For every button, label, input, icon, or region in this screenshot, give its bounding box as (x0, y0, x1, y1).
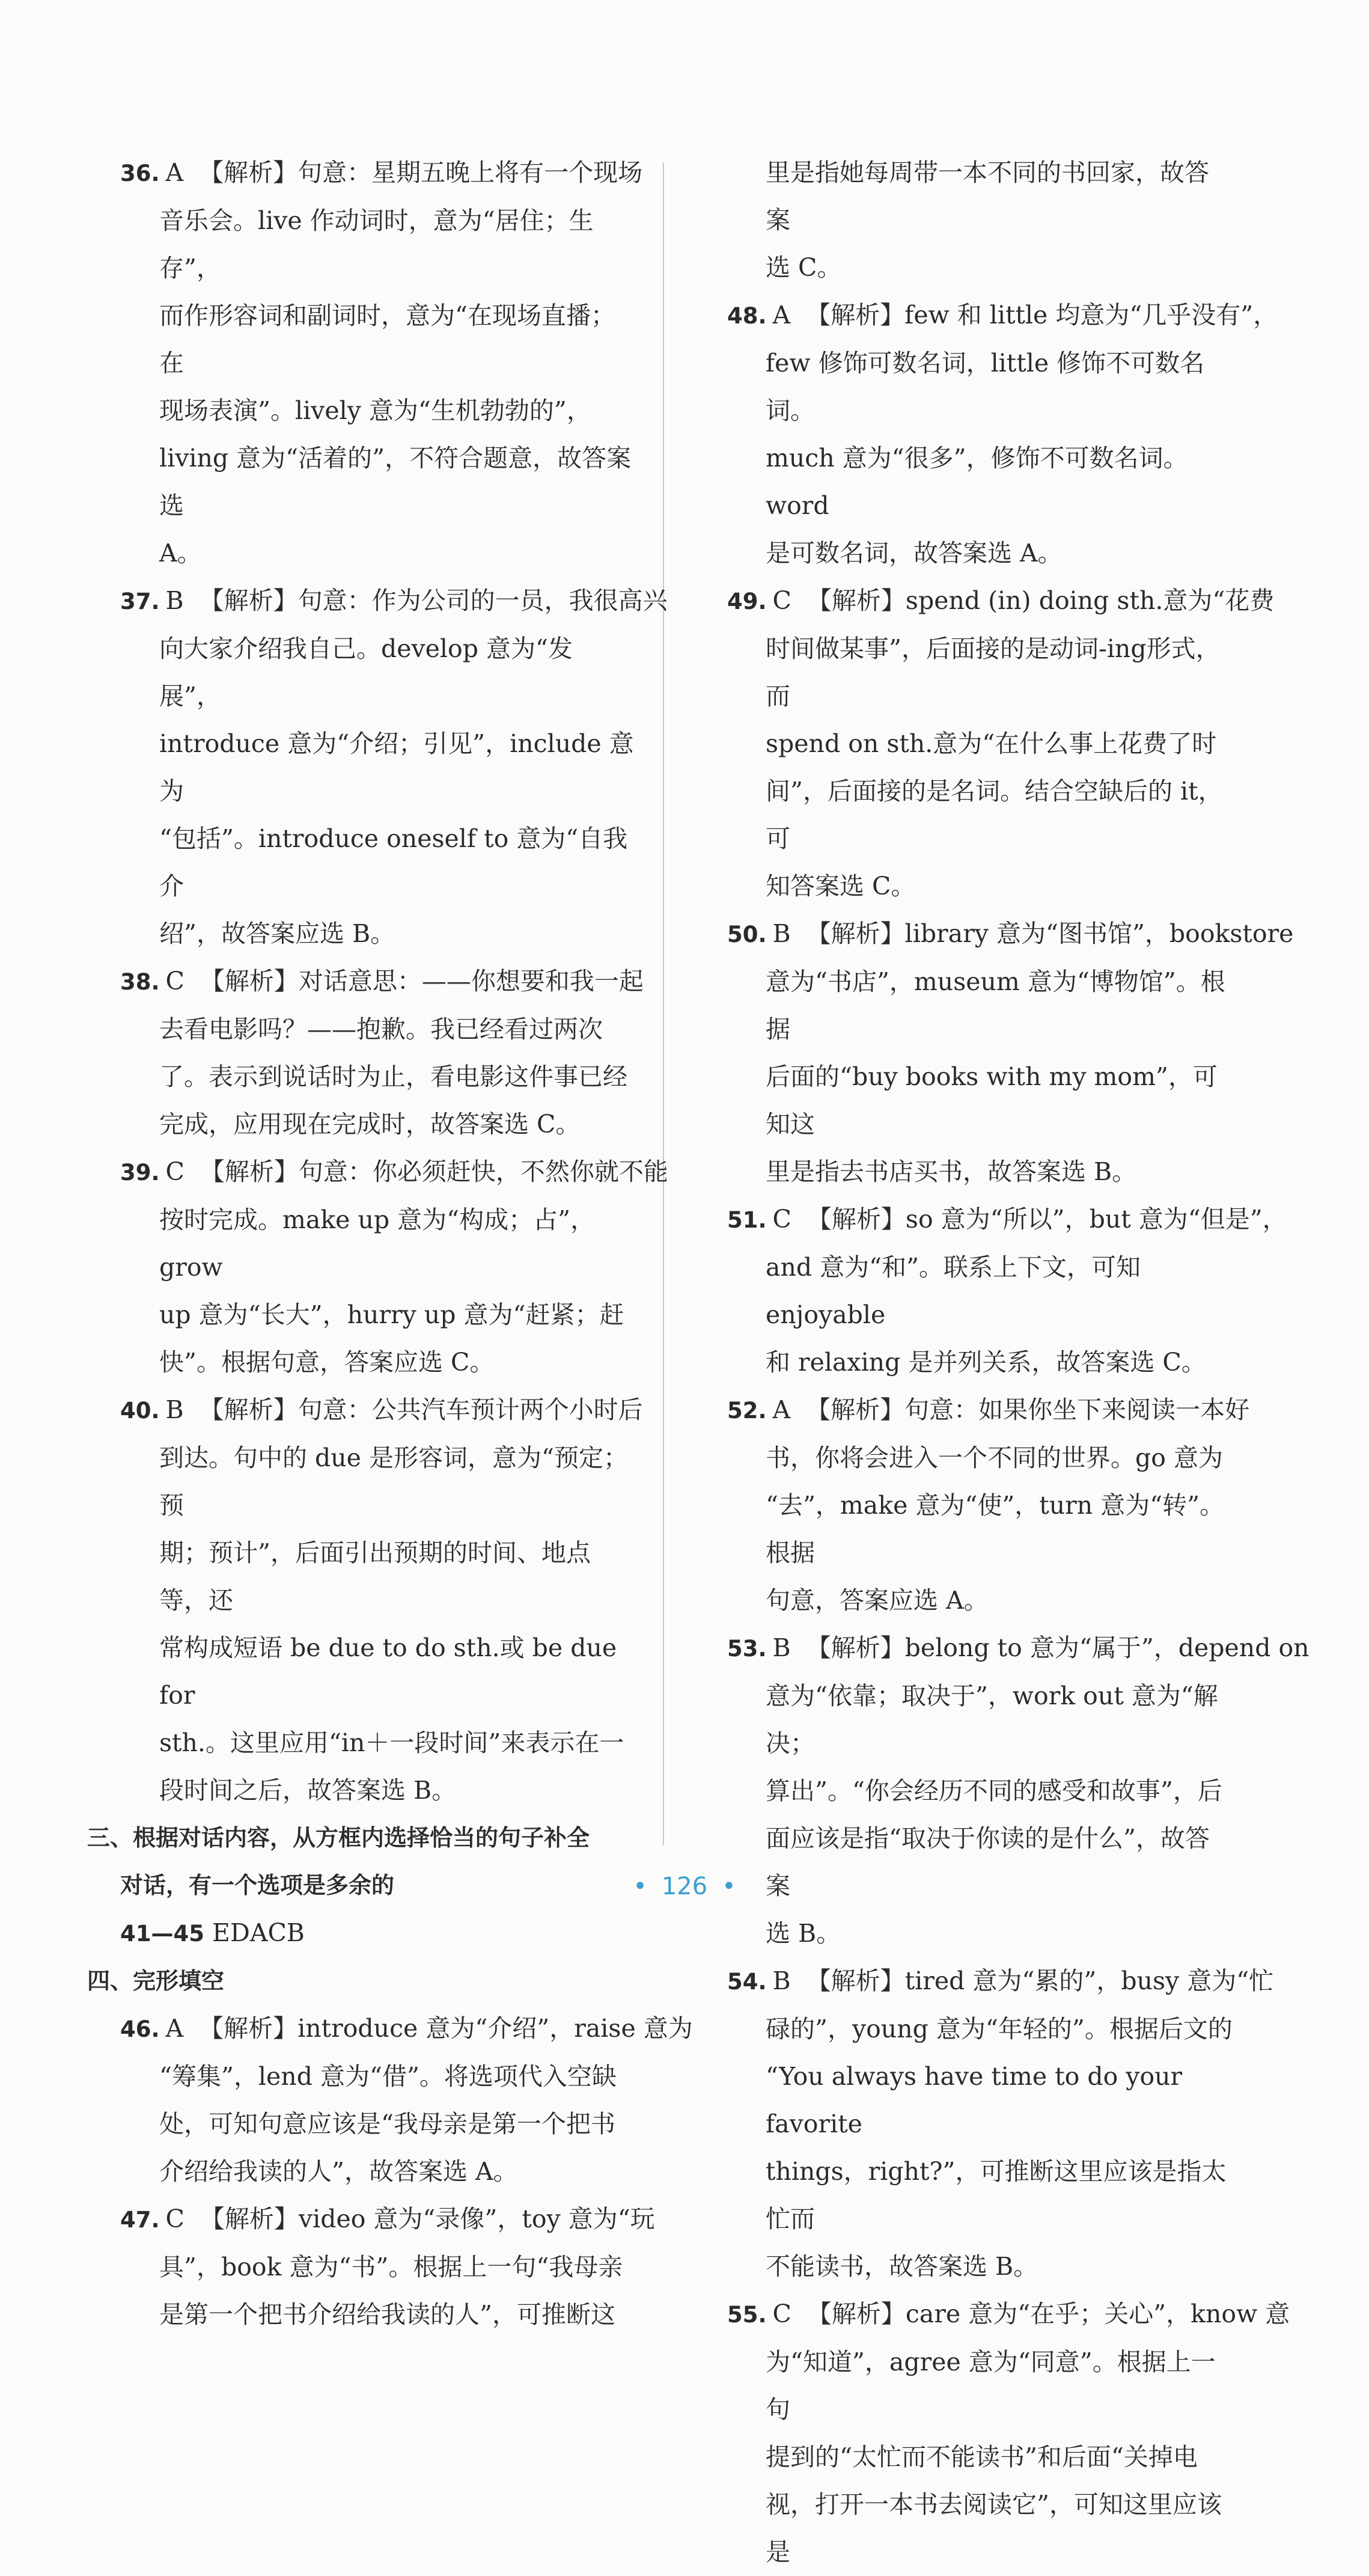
page-number: 126 (661, 1873, 708, 1900)
item-text-line: much 意为“很多”，修饰不可数名词。word (766, 444, 1188, 520)
item-text-line: and 意为“和”。联系上下文，可知 enjoyable (766, 1253, 1141, 1329)
item-text-line: “筹集”，lend 意为“借”。将选项代入空缺 (159, 2062, 617, 2091)
item-answer: C (772, 586, 791, 615)
item-number: 53. (727, 1636, 767, 1662)
item-first-line (81, 149, 643, 197)
item-first-line (710, 1196, 1287, 1244)
item-text: 【解析】video 意为“录像”，toy 意为“玩 (200, 2204, 655, 2233)
item-number: 54. (727, 1969, 767, 1995)
answer-item (710, 577, 1275, 910)
item-first-line (710, 2290, 1290, 2339)
item-text-line: 选 B。 (766, 1919, 841, 1948)
item-number: 52. (727, 1398, 767, 1424)
item-text-line: spend on sth.意为“在什么事上花费了时 (766, 729, 1217, 758)
item-text-line: introduce 意为“介绍；引见”，include 意为 (159, 729, 634, 806)
answer-item (710, 2290, 1290, 2576)
item-text-line: 间”，后面接的是名词。结合空缺后的 it，可 (766, 777, 1223, 853)
item-number: 55. (727, 2302, 767, 2328)
continuation-line: 里是指她每周带一本不同的书回家，故答案 (766, 158, 1209, 234)
answer-item (81, 1148, 668, 1386)
item-text-line: “包括”。introduce oneself to 意为“自我介 (159, 824, 628, 901)
item-text: 【解析】对话意思：——你想要和我一起 (200, 967, 644, 996)
item-number: 46. (120, 2016, 160, 2042)
item-answer: A (165, 158, 184, 187)
item-answer: C (165, 2204, 184, 2233)
item-number: 50. (727, 922, 767, 947)
item-text-line: 了。表示到说话时为止，看电影这件事已经 (159, 1062, 627, 1091)
item-text-line: 到达。句中的 due 是形容词，意为“预定；预 (159, 1443, 628, 1520)
item-answer: C (165, 967, 184, 996)
item-text: 【解析】句意：作为公司的一员，我很高兴 (199, 586, 668, 615)
item-text: 【解析】句意：星期五晚上将有一个现场 (199, 158, 643, 187)
item-answer: B (165, 586, 184, 615)
item-text: 【解析】spend (in) doing sth.意为“花费 (806, 586, 1275, 615)
item-text-line: 碌的”，young 意为“年轻的”。根据后文的 (766, 2015, 1233, 2043)
item-first-line (81, 577, 668, 625)
item-first-line (81, 1148, 668, 1196)
item-text: 【解析】few 和 little 均意为“几乎没有”， (806, 301, 1278, 329)
item-text-line: things，right?”，可推断这里应该是指太忙而 (766, 2157, 1227, 2233)
continuation-line: 选 C。 (766, 253, 842, 282)
answers-range: 41—45 (120, 1921, 204, 1947)
item-number: 36. (120, 161, 160, 186)
item-text-line: “You always have time to do your favorite (766, 2062, 1183, 2138)
item-answer: B (772, 1633, 791, 1662)
item-answer: C (772, 1205, 791, 1234)
item-answer: A (772, 1395, 791, 1424)
item-number: 47. (120, 2207, 160, 2233)
item-text-line: 面应该是指“取决于你读的是什么”，故答案 (766, 1824, 1210, 1900)
item-text-line: 向大家介绍我自己。develop 意为“发展”， (159, 634, 573, 711)
item-first-line (710, 577, 1275, 625)
item-text-line: 绍”，故答案应选 B。 (159, 919, 395, 948)
item-text-line: 后面的“buy books with my mom”，可知这 (766, 1062, 1218, 1139)
item-text-line: 为“知道”，agree 意为“同意”。根据上一句 (766, 2348, 1216, 2424)
footer-dot: • (633, 1873, 647, 1900)
item-first-line (710, 1624, 1310, 1672)
item-text-line: 意为“依靠；取决于”，work out 意为“解决； (766, 1681, 1218, 1758)
item-number: 48. (727, 303, 767, 329)
item-text-line: 算出”。“你会经历不同的感受和故事”，后 (766, 1776, 1222, 1805)
item-number: 37. (120, 589, 160, 614)
item-text: 【解析】句意：如果你坐下来阅读一本好 (806, 1395, 1250, 1424)
item-text-line: living 意为“活着的”，不符合题意，故答案选 (159, 444, 632, 520)
item-text: 【解析】belong to 意为“属于”，depend on (806, 1633, 1310, 1662)
section-3-heading-cont: 对话，有一个选项是多余的 (120, 1872, 395, 1898)
section-3-heading: 三、根据对话内容，从方框内选择恰当的句子补全 (87, 1825, 590, 1851)
item-answer: C (772, 2299, 791, 2328)
item-answer: A (165, 2014, 184, 2043)
answer-item (710, 292, 1278, 577)
answer-item (81, 958, 644, 1148)
item-number: 39. (120, 1160, 160, 1186)
answer-item (81, 1386, 643, 1814)
item-text-line: 视，打开一本书去阅读它”，可知这里应该是 (766, 2490, 1222, 2566)
item-number: 40. (120, 1398, 160, 1424)
item-answer: C (165, 1157, 184, 1186)
item-text-line: 快”。根据句意，答案应选 C。 (159, 1348, 495, 1377)
section-4-heading: 四、完形填空 (87, 1968, 225, 1994)
item-first-line (81, 958, 644, 1006)
item-text: 【解析】introduce 意为“介绍”，raise 意为 (199, 2014, 693, 2043)
item-answer: B (772, 1966, 791, 1995)
item-text: 【解析】句意：公共汽车预计两个小时后 (199, 1395, 643, 1424)
item-text-line: 时间做某事”，后面接的是动词-ing形式，而 (766, 634, 1221, 711)
item-text-line: 提到的“太忙而不能读书”和后面“关掉电 (766, 2443, 1198, 2471)
item-text-line: up 意为“长大”，hurry up 意为“赶紧；赶 (159, 1300, 624, 1329)
item-text-line: 按时完成。make up 意为“构成；占”，grow (159, 1205, 596, 1282)
item-answer: B (772, 919, 791, 948)
item-first-line (81, 2005, 693, 2053)
item-text: 【解析】tired 意为“累的”，busy 意为“忙 (806, 1966, 1274, 1995)
item-text-line: few 修饰可数名词，little 修饰不可数名词。 (766, 349, 1205, 425)
right-column (710, 149, 1310, 2576)
item-answer: B (165, 1395, 184, 1424)
item-text-line: 期；预计”，后面引出预期的时间、地点等，还 (159, 1538, 591, 1615)
item-text-line: sth.。这里应用“in＋一段时间”来表示在一 (159, 1728, 624, 1757)
item-number: 49. (727, 589, 767, 614)
footer-dot: • (722, 1873, 736, 1900)
item-text-line: 和 relaxing 是并列关系，故答案选 C。 (766, 1348, 1206, 1377)
item-text: 【解析】library 意为“图书馆”，bookstore (806, 919, 1294, 948)
item-text-line: 句意，答案应选 A。 (766, 1586, 989, 1615)
item-text-line: 是可数名词，故答案选 A。 (766, 539, 1063, 568)
answers-letters: EDACB (212, 1918, 305, 1947)
item-text-line: 介绍给我读的人”，故答案选 A。 (159, 2157, 518, 2186)
answer-item (81, 2195, 655, 2339)
item-text-line: 意为“书店”，museum 意为“博物馆”。根据 (766, 967, 1225, 1044)
item-text-line: 具”，book 意为“书”。根据上一句“我母亲 (159, 2253, 623, 2281)
item-first-line (710, 910, 1294, 958)
item-text-line: 知答案选 C。 (766, 872, 916, 901)
item-text-line: 不能读书，故答案选 B。 (766, 2252, 1038, 2281)
item-text-line: 里是指去书店买书，故答案选 B。 (766, 1157, 1137, 1186)
item-first-line (710, 292, 1278, 340)
answer-item (81, 577, 668, 958)
item-text: 【解析】so 意为“所以”，but 意为“但是”， (806, 1205, 1287, 1234)
item-first-line (81, 1386, 643, 1434)
item-text-line: A。 (159, 539, 202, 568)
item-text-line: 处，可知句意应该是“我母亲是第一个把书 (159, 2109, 615, 2138)
answer-item (710, 1196, 1287, 1386)
answer-item (81, 149, 643, 577)
answer-item (710, 1386, 1250, 1624)
item-text-line: “去”，make 意为“使”，turn 意为“转”。根据 (766, 1491, 1225, 1567)
item-text-line: 段时间之后，故答案选 B。 (159, 1776, 457, 1805)
page-footer (0, 1873, 1369, 1900)
item-text-line: 而作形容词和副词时，意为“在现场直播；在 (159, 301, 615, 378)
item-text-line: 完成，应用现在完成时，故答案选 C。 (159, 1110, 581, 1139)
item-text-line: 现场表演”。lively 意为“生机勃勃的”， (159, 396, 591, 425)
item-text-line: 常构成短语 be due to do sth.或 be due for (159, 1633, 617, 1710)
answer-item (81, 2005, 693, 2195)
item-first-line (81, 2195, 655, 2244)
item-text: 【解析】句意：你必须赶快，不然你就不能 (200, 1157, 668, 1186)
item-first-line (710, 1957, 1274, 2005)
item-first-line (710, 1386, 1250, 1434)
item-text-line: 去看电影吗？——抱歉。我已经看过两次 (159, 1015, 603, 1044)
item-text-line: 音乐会。live 作动词时，意为“居住；生存”， (159, 206, 594, 283)
item-answer: A (772, 301, 791, 329)
item-text: 【解析】care 意为“在乎；关心”，know 意 (806, 2299, 1290, 2328)
item-number: 51. (727, 1207, 767, 1233)
section-3-answers (81, 1909, 634, 1957)
item-number: 38. (120, 969, 160, 995)
item-text-line: 书，你将会进入一个不同的世界。go 意为 (766, 1443, 1223, 1472)
answer-item (710, 1624, 1310, 1957)
answer-item (710, 910, 1294, 1196)
column-divider (663, 162, 664, 1846)
answer-item (710, 1957, 1274, 2290)
item-text-line: 是第一个把书介绍给我读的人”，可推断这 (159, 2300, 615, 2329)
